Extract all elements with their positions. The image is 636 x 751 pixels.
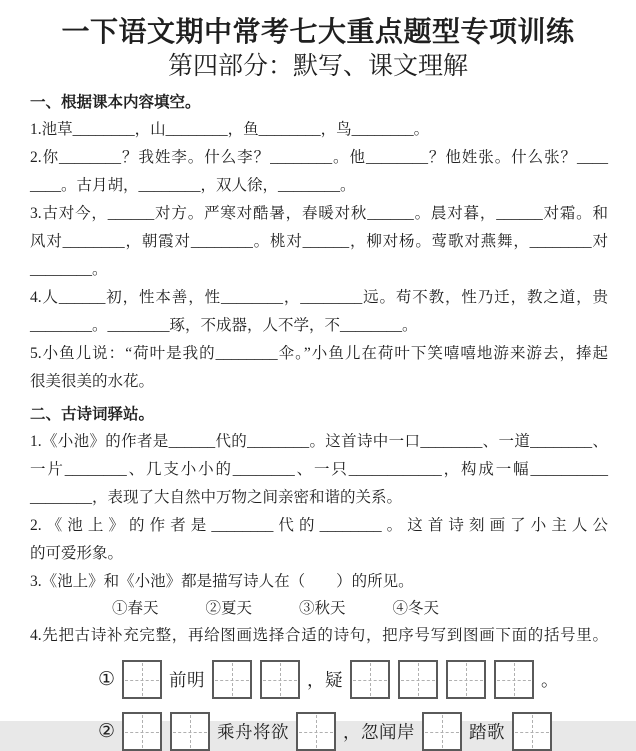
fill-blank-line: 风对________，朝霞对________。桃对______，柳对杨。莺歌对燕舞，________对 xyxy=(30,233,608,250)
multiple-choice-question: 3.《池上》和《小池》都是描写诗人在（ ）的所见。 xyxy=(30,573,414,590)
character-writing-box xyxy=(446,660,486,699)
answer-options-row xyxy=(30,596,608,622)
fill-blank-line: 3.古对今，______对方。严寒对酷暑，春暖对秋______。晨对暮，______对霜。和 xyxy=(30,205,608,222)
document-subtitle: 第四部分：默写、课文理解 xyxy=(167,53,468,80)
character-writing-box xyxy=(122,660,162,699)
fill-blank-line: 1.《小池》的作者是______代的________。这首诗中一口________、一道________、 xyxy=(30,433,608,450)
worksheet-content xyxy=(0,90,636,751)
fill-blank-line: 4.人______初，性本善，性________，________远。苟不教，性乃迁，教之道，贵 xyxy=(30,289,608,306)
fill-blank-line: 的可爱形象。 xyxy=(30,545,124,562)
section2-heading: 二、古诗词驿站。 xyxy=(30,406,155,423)
poem-text: 前明 xyxy=(169,670,206,690)
option-winter: ④冬天 xyxy=(392,600,440,617)
fill-blank-line: 很美很美的水花。 xyxy=(30,373,155,390)
poem-writing-row-2 xyxy=(30,712,608,751)
poem-text: ，疑 xyxy=(307,670,344,690)
question4-instruction: 4.先把古诗补充完整，再给图画选择合适的诗句，把序号写到图画下面的括号里。 xyxy=(30,627,608,644)
fill-blank-line: 1.池草________，山________，鱼________，鸟________。 xyxy=(30,121,430,138)
fill-blank-line: 2.《池上》的作者是________代的________。这首诗刻画了小主人公 xyxy=(30,517,608,534)
character-writing-box xyxy=(494,660,534,699)
option-summer: ②夏天 xyxy=(205,600,253,617)
poem-text: 。 xyxy=(541,670,560,690)
character-writing-box xyxy=(170,712,210,751)
character-writing-box xyxy=(350,660,390,699)
character-writing-box xyxy=(422,712,462,751)
option-autumn: ③秋天 xyxy=(299,600,346,617)
fill-blank-line: 一片________、几支小小的________、一只____________，构成一幅__________ xyxy=(30,461,608,478)
poem-text: 乘舟将欲 xyxy=(217,722,290,742)
fill-blank-line: ________。 xyxy=(30,261,108,278)
character-writing-box xyxy=(260,660,300,699)
character-writing-box xyxy=(212,660,252,699)
character-writing-box xyxy=(398,660,438,699)
option-spring: ①春天 xyxy=(112,600,159,617)
document-title: 一下语文期中常考七大重点题型专项训练 xyxy=(61,17,575,48)
fill-blank-line: ____。古月胡，________，双人徐，________。 xyxy=(30,177,356,194)
fill-blank-line: ________，表现了大自然中万物之间亲密和谐的关系。 xyxy=(30,489,403,506)
circled-number: ② xyxy=(98,721,116,742)
section1-heading: 一、根据课本内容填空。 xyxy=(30,94,201,111)
poem-text: 踏歌 xyxy=(469,722,506,742)
fill-blank-line: 2.你________？我姓李。什么李？________。他________？他姓张。什么张？____ xyxy=(30,149,608,166)
fill-blank-line: 5.小鱼儿说：“荷叶是我的________伞。”小鱼儿在荷叶下笑嘻嘻地游来游去，捧起 xyxy=(30,345,608,362)
poem-writing-row-1 xyxy=(30,660,608,699)
poem-text: ，忽闻岸 xyxy=(343,722,416,742)
fill-blank-line: ________。________琢，不成器，人不学，不________。 xyxy=(30,317,418,334)
circled-number: ① xyxy=(98,669,116,690)
character-writing-box xyxy=(512,712,552,751)
character-writing-box xyxy=(122,712,162,751)
character-writing-box xyxy=(296,712,336,751)
